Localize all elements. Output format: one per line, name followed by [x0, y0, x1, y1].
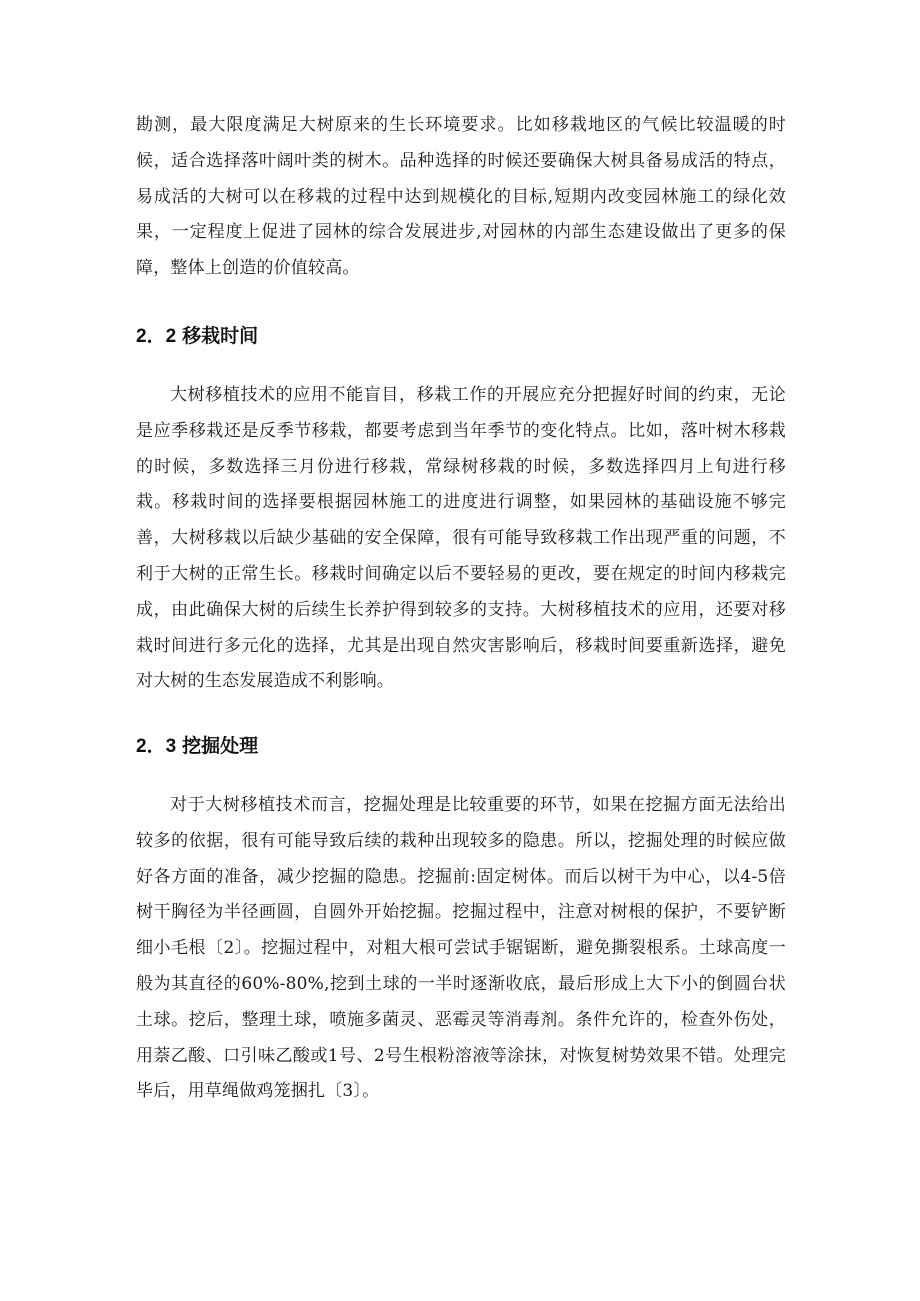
section-heading-2-3	[136, 732, 258, 761]
section-number: 2．2	[136, 326, 177, 347]
section-title: 挖掘处理	[182, 735, 259, 757]
intro-paragraph: 勘测，最大限度满足大树原来的生长环境要求。比如移栽地区的气候比较温暖的时候，适合选择落叶阔叶类的树木。品种选择的时候还要确保大树具备易成活的特点，易成活的大树可以在移栽的过程中达到规模化的目标,短期内改变园林施工的绿化效果，一定程度上促进了园林的综合发展进步,对园林的内部生态建设做出了更多的保障，整体上创造的价值较高。	[136, 115, 786, 279]
section-title: 移栽时间	[182, 325, 259, 347]
section-2-2-paragraph: 大树移植技术的应用不能盲目，移栽工作的开展应充分把握好时间的约束，无论是应季移栽还是反季节移栽，都要考虑到当年季节的变化特点。比如，落叶树木移栽的时候，多数选择三月份进行移栽，常绿树移栽的时候，多数选择四月上旬进行移栽。移栽时间的选择要根据园林施工的进度进行调整，如果园林的基础设施不够完善，大树移栽以后缺少基础的安全保障，很有可能导致移栽工作出现严重的问题，不利于大树的正常生长。移栽时间确定以后不要轻易的更改，要在规定的时间内移栽完成，由此确保大树的后续生长养护得到较多的支持。大树移植技术的应用，还要对移栽时间进行多元化的选择，尤其是出现自然灾害影响后，移栽时间要重新选择，避免对大树的生态发展造成不利影响。	[136, 385, 786, 692]
section-number: 2．3	[136, 736, 177, 757]
section-2-3-paragraph: 对于大树移植技术而言，挖掘处理是比较重要的环节，如果在挖掘方面无法给出较多的依据，很有可能导致后续的栽种出现较多的隐患。所以，挖掘处理的时候应做好各方面的准备，减少挖掘的隐患。挖掘前:固定树体。而后以树干为中心，以4-5倍树干胸径为半径画圆，自圆外开始挖掘。挖掘过程中，注意对树根的保护，不要铲断细小毛根〔2〕。挖掘过程中，对粗大根可尝试手锯锯断，避免撕裂根系。土球高度一般为其直径的60%-80%,挖到土球的一半时逐渐收底，最后形成上大下小的倒圆台状土球。挖后，整理土球，喷施多菌灵、恶霉灵等消毒剂。条件允许的，检查外伤处，用萘乙酸、口引味乙酸或1号、2号生根粉溶液等涂抹，对恢复树势效果不错。处理完毕后，用草绳做鸡笼捆扎〔3〕。	[136, 795, 786, 1102]
section-heading-2-2	[136, 322, 258, 351]
